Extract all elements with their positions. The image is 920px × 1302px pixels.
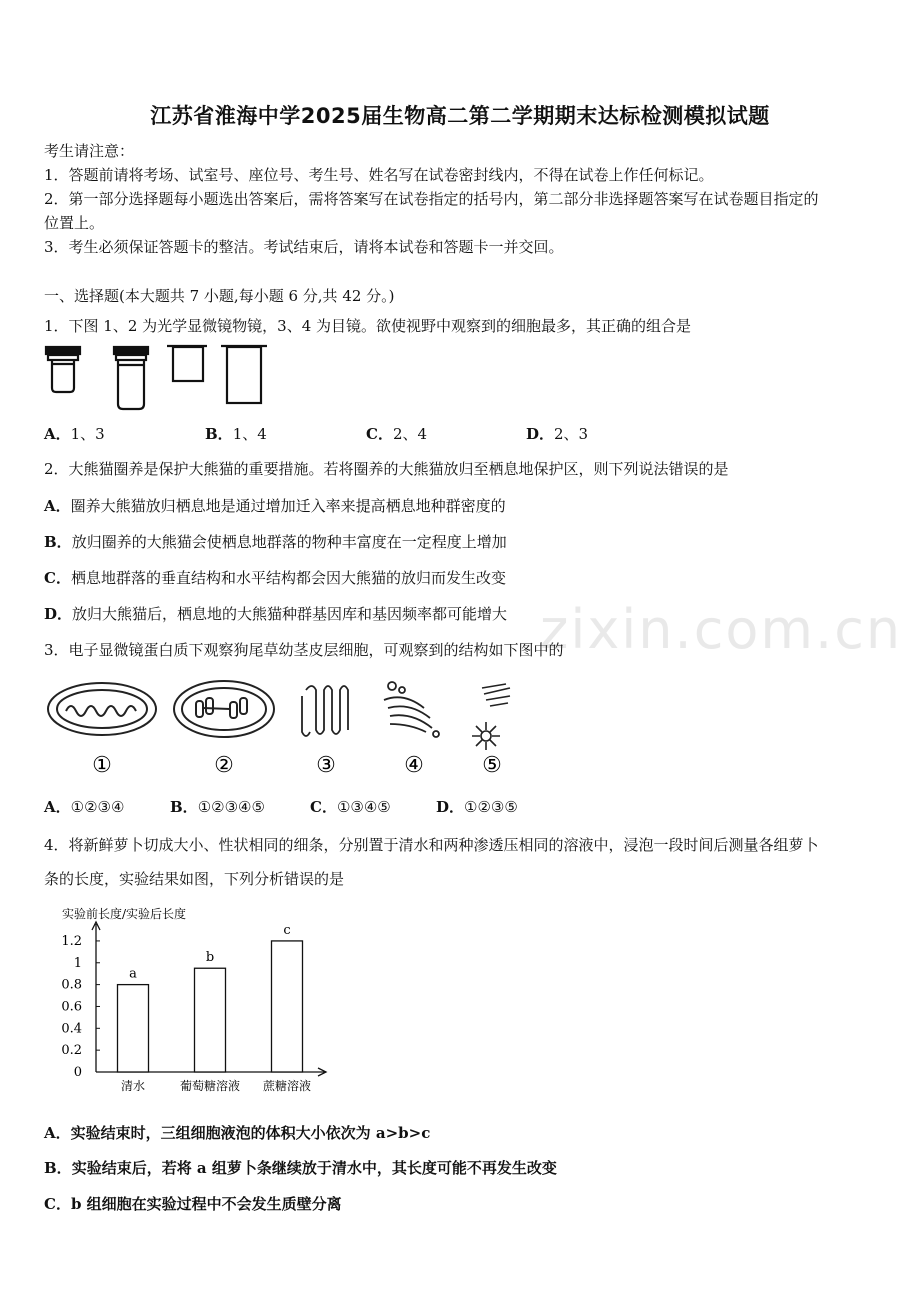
figure-label-1: ① [92,753,112,778]
q4-option-b: B．实验结束后，若将 a 组萝卜条继续放于清水中，其长度可能不再发生改变 [44,1159,557,1177]
q3-option-d: D．①②③⑤ [436,798,518,816]
q1-option-a: A．1、3 [44,425,105,443]
q2-option-b: B．放归圈养的大熊猫会使栖息地群落的物种丰富度在一定程度上增加 [44,533,507,551]
figure-label-4: ④ [404,753,424,778]
q1-option-b: B．1、4 [205,425,267,443]
x-tick-label: 蔗糖溶液 [262,1079,312,1093]
q1-option-d: D．2、3 [526,425,589,443]
q4-stem-line1: 4．将新鲜萝卜切成大小、性状相同的细条，分别置于清水和两种渗透压相同的溶液中，浸泡一段时间后测量各组萝卜 [44,836,819,854]
q4-bar-chart [44,900,344,1105]
notice-heading: 考生请注意： [44,142,135,160]
bar-label: c [283,922,291,938]
endoplasmic-reticulum-drawing [302,686,348,736]
q4-option-a: A．实验结束时，三组细胞液泡的体积大小依次为 a>b>c [44,1124,431,1142]
page-title: 江苏省淮海中学2025届生物高二第二学期期末达标检测模拟试题 [150,104,770,128]
organelle-figure [44,676,534,780]
q4-option-c: C．b 组细胞在实验过程中不会发生质壁分离 [44,1195,342,1213]
bar [272,941,303,1072]
q3-option-b: B．①②③④⑤ [170,798,265,816]
objective-lens-1 [46,347,80,392]
y-tick-label: 0.4 [61,1021,82,1037]
y-tick-label: 0 [73,1065,82,1080]
y-tick-label: 0.6 [61,999,82,1015]
q2-option-c: C．栖息地群落的垂直结构和水平结构都会因大熊猫的放归而发生改变 [44,569,506,587]
bar [118,985,149,1072]
golgi-apparatus-drawing [384,682,439,737]
q2-stem: 2．大熊猫圈养是保护大熊猫的重要措施。若将圈养的大熊猫放归至栖息地保护区，则下列说法错误的是 [44,460,729,478]
q2-option-d: D．放归大熊猫后，栖息地的大熊猫种群基因库和基因频率都可能增大 [44,605,508,623]
notice-item: 2．第一部分选择题每小题选出答案后，需将答案写在试卷指定的括号内，第二部分非选择题答案写在试卷题目指定的 [44,190,819,208]
q2-option-a: A．圈养大熊猫放归栖息地是通过增加迁入率来提高栖息地种群密度的 [44,497,506,515]
y-tick-label: 0.2 [61,1043,82,1059]
notice-item: 位置上。 [44,214,105,232]
y-tick-label: 1 [73,955,82,971]
watermark: zixin.com.cn [540,598,903,661]
y-tick-label: 0.8 [61,977,82,993]
objective-lens-2 [114,347,148,409]
centrosome-drawing [472,684,510,750]
lens-figure [40,340,280,415]
figure-label-5: ⑤ [482,753,502,778]
notice-item: 3．考生必须保证答题卡的整洁。考试结束后，请将本试卷和答题卡一并交回。 [44,238,564,256]
y-tick-label: 1.2 [61,933,82,949]
mitochondrion-drawing [48,683,156,735]
x-tick-label: 葡萄糖溶液 [179,1079,241,1093]
bar [195,968,226,1072]
chloroplast-drawing [174,681,274,737]
bar-label: b [205,950,215,966]
q1-option-c: C．2、4 [366,425,428,443]
eyepiece-4 [221,346,267,403]
bar-label: a [129,966,137,982]
notice-item: 1．答题前请将考场、试室号、座位号、考生号、姓名写在试卷密封线内，不得在试卷上作任何标记。 [44,166,714,184]
q3-option-c: C．①③④⑤ [310,798,391,816]
x-tick-label: 清水 [120,1079,146,1093]
q4-stem-line2: 条的长度，实验结果如图，下列分析错误的是 [44,870,345,888]
figure-label-2: ② [214,753,234,778]
section-heading: 一、选择题(本大题共 7 小题,每小题 6 分,共 42 分。) [44,287,395,305]
q1-stem: 1．下图 1、2 为光学显微镜物镜，3、4 为目镜。欲使视野中观察到的细胞最多，其正确的组合是 [44,317,692,335]
eyepiece-3 [167,346,207,381]
q3-option-a: A．①②③④ [44,798,125,816]
figure-label-3: ③ [316,753,336,778]
q3-stem: 3．电子显微镜蛋白质下观察狗尾草幼茎皮层细胞，可观察到的结构如下图中的 [44,641,564,659]
chart-ylabel: 实验前长度/实验后长度 [62,907,187,921]
